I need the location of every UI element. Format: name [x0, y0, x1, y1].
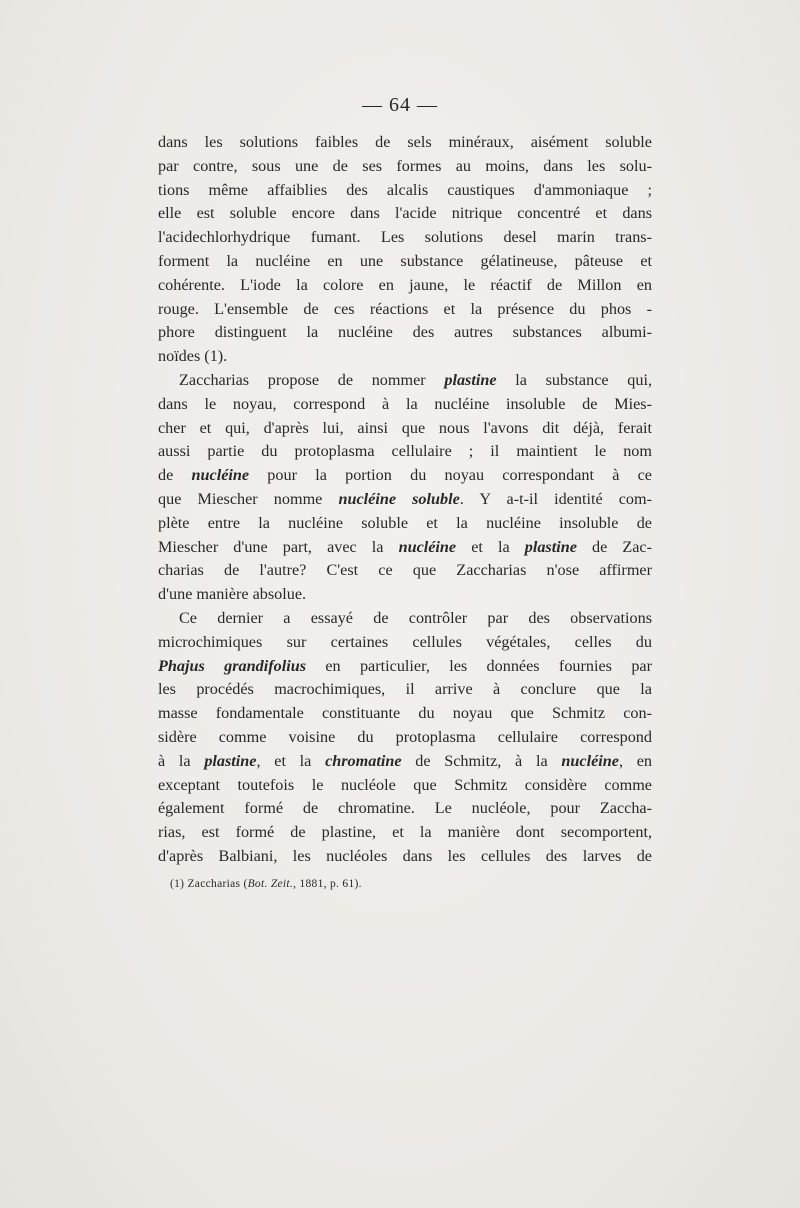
- text-run: cher et qui, d'après lui, ainsi que nous l'avons dit déjà, ferait: [158, 418, 652, 437]
- text-run: plète entre la nucléine soluble et la nucléine insoluble de: [158, 513, 652, 532]
- text-line: [158, 179, 652, 203]
- text-run: charias de l'autre? C'est ce que Zaccharias n'ose affirmer: [158, 561, 652, 580]
- text-run: Ce dernier a essayé de contrôler par des observations: [179, 608, 652, 627]
- main-paragraphs: [158, 131, 652, 869]
- text-run: rias, est formé de plastine, et la manière dont secomportent,: [158, 823, 652, 842]
- text-line: [158, 821, 652, 845]
- text-run: à la: [158, 751, 205, 770]
- text-line: [158, 559, 652, 583]
- text-run: noïdes (1).: [158, 347, 228, 366]
- page-number: — 64 —: [362, 94, 438, 116]
- text-run: par contre, sous une de ses formes au moins, dans les solu-: [158, 156, 652, 175]
- body-text: [158, 131, 652, 869]
- text-line: [158, 607, 652, 631]
- text-run: phore distinguent la nucléine des autres substances albumi-: [158, 323, 652, 342]
- text-run: la substance qui,: [496, 370, 652, 389]
- italic-term: nucléine soluble: [338, 489, 460, 508]
- text-run: d'après Balbiani, les nucléoles dans les cellules des larves de: [158, 846, 652, 865]
- text-line: [158, 226, 652, 250]
- text-line: [158, 417, 652, 441]
- text-line: [158, 536, 652, 560]
- text-line: [158, 702, 652, 726]
- text-line: [158, 678, 652, 702]
- text-line: [158, 369, 652, 393]
- text-line: [158, 464, 652, 488]
- text-run: de Zac-: [576, 537, 652, 556]
- italic-term: plastine: [204, 751, 257, 770]
- text-run: masse fondamentale constituante du noyau que Schmitz con-: [158, 704, 652, 723]
- text-line: [158, 345, 652, 369]
- text-run: de Schmitz, à la: [401, 751, 562, 770]
- text-line: [158, 440, 652, 464]
- text-run: de: [158, 466, 192, 485]
- text-line: [158, 202, 652, 226]
- text-run: dans le noyau, correspond à la nucléine insoluble de Mies-: [158, 394, 652, 413]
- italic-term: nucléine: [398, 537, 457, 556]
- text-run: elle est soluble encore dans l'acide nitrique concentré et dans: [158, 204, 652, 223]
- text-run: rouge. L'ensemble de ces réactions et la présence du phos -: [158, 299, 652, 318]
- italic-term: plastine: [444, 370, 497, 389]
- text-line: [158, 845, 652, 869]
- text-run: les procédés macrochimiques, il arrive à conclure que la: [158, 680, 652, 699]
- footnote-italic: Bot. Zeit.: [247, 878, 294, 890]
- text-run: l'acidechlorhydrique fumant. Les solutions desel marin trans-: [158, 228, 652, 247]
- text-run: que Miescher nomme: [158, 489, 339, 508]
- text-run: en particulier, les données fournies par: [306, 656, 652, 675]
- italic-term: chromatine: [325, 751, 402, 770]
- italic-term: nucléine: [191, 466, 250, 485]
- text-run: aussi partie du protoplasma cellulaire ; il maintient le nom: [158, 442, 652, 461]
- text-line: [158, 321, 652, 345]
- text-line: [158, 155, 652, 179]
- text-run: Zaccharias propose de nommer: [179, 370, 445, 389]
- footnote: [170, 878, 362, 890]
- text-run: cohérente. L'iode la colore en jaune, le réactif de Millon en: [158, 275, 652, 294]
- text-run: forment la nucléine en une substance gélatineuse, pâteuse et: [158, 251, 652, 270]
- footnote-text: , 1881, p. 61).: [293, 878, 362, 890]
- text-run: sidère comme voisine du protoplasma cellulaire correspond: [158, 727, 652, 746]
- text-run: Miescher d'une part, avec la: [158, 537, 399, 556]
- text-line: [158, 726, 652, 750]
- text-line: [158, 393, 652, 417]
- text-run: microchimiques sur certaines cellules végétales, celles du: [158, 632, 652, 651]
- text-line: [158, 274, 652, 298]
- text-line: [158, 750, 652, 774]
- text-run: également formé de chromatine. Le nucléole, pour Zaccha-: [158, 799, 652, 818]
- text-run: . Y a-t-il identité com-: [459, 489, 652, 508]
- text-line: [158, 298, 652, 322]
- text-line: [158, 797, 652, 821]
- text-line: [158, 655, 652, 679]
- text-line: [158, 131, 652, 155]
- text-line: [158, 488, 652, 512]
- text-run: d'une manière absolue.: [158, 585, 307, 604]
- italic-term: Phajus grandifolius: [158, 656, 306, 675]
- text-line: [158, 583, 652, 607]
- text-run: exceptant toutefois le nucléole que Schmitz considère comme: [158, 775, 652, 794]
- text-run: pour la portion du noyau correspondant à ce: [249, 466, 652, 485]
- text-run: tions même affaiblies des alcalis caustiques d'ammoniaque ;: [158, 180, 652, 199]
- text-line: [158, 250, 652, 274]
- text-run: , en: [618, 751, 652, 770]
- text-run: , et la: [256, 751, 326, 770]
- text-line: [158, 512, 652, 536]
- italic-term: plastine: [524, 537, 577, 556]
- footnote-text: (1) Zaccharias (: [170, 878, 248, 890]
- text-line: [158, 631, 652, 655]
- text-run: dans les solutions faibles de sels minéraux, aisément soluble: [158, 133, 652, 151]
- text-run: et la: [456, 537, 525, 556]
- text-line: [158, 774, 652, 798]
- italic-term: nucléine: [561, 751, 619, 770]
